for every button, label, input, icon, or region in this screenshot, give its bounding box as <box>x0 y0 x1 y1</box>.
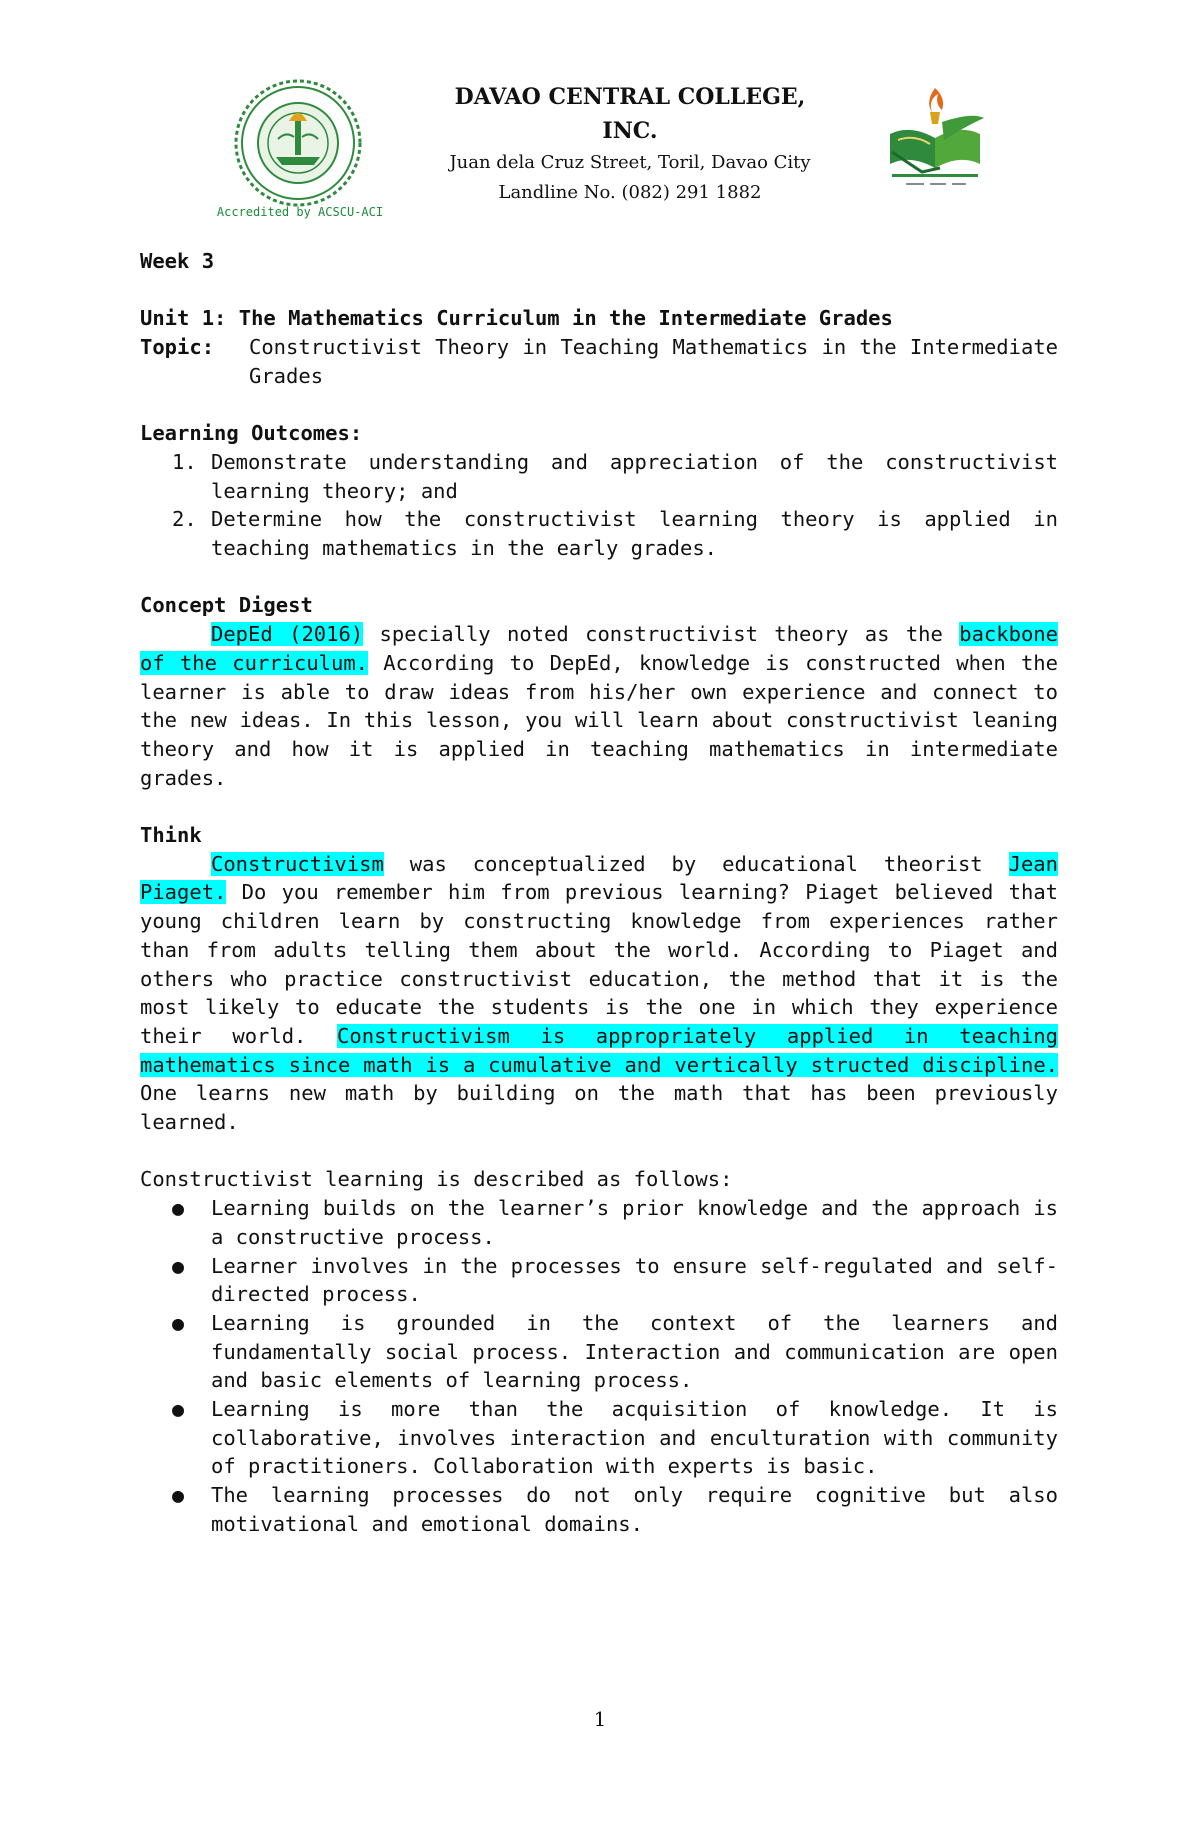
list-item <box>140 505 1058 562</box>
list-marker: 2. <box>172 507 197 532</box>
think-heading: Think <box>140 823 202 847</box>
list-item <box>140 1194 1058 1251</box>
bullet-icon: ● <box>172 1310 185 1335</box>
highlight-backbone: backbone of the curriculum. <box>140 622 1058 675</box>
topic-row <box>140 333 1058 390</box>
highlight-math-discipline: Constructivism is appropriately applied in teaching mathematics since math is a cumulative and vertically structed discipline. <box>140 1023 1058 1077</box>
page-number: 1 <box>593 1707 607 1731</box>
list-item <box>140 448 1058 505</box>
list-item <box>140 1252 1058 1309</box>
learning-outcomes-heading: Learning Outcomes: <box>140 421 363 446</box>
college-address: Juan dela Cruz Street, Toril, Davao City <box>449 152 811 173</box>
bullet-icon: ● <box>172 1397 185 1422</box>
list-item-text: Learning is more than the acquisition of knowledge. It is collaborative, involves interaction and enculturation with community of practitioners. Collaboration with experts is basic. <box>211 1397 1058 1479</box>
text-span: One learns new math by building on the math that has been previously learned. <box>140 1081 1058 1135</box>
college-name-line1: DAVAO CENTRAL COLLEGE, <box>454 84 806 110</box>
list-item <box>140 1481 1058 1538</box>
list-item-text: Determine how the constructivist learning theory is applied in teaching mathematics in the early grades. <box>211 507 1058 560</box>
bullet-icon: ● <box>172 1483 185 1508</box>
list-item <box>140 1395 1058 1481</box>
bullet-icon: ● <box>172 1196 185 1221</box>
constructivist-learning-intro: Constructivist learning is described as follows: <box>140 1167 733 1192</box>
text-span: specially noted constructivist theory as the <box>363 622 960 647</box>
list-item-text: Learning builds on the learner’s prior knowledge and the approach is a constructive process. <box>211 1196 1058 1249</box>
topic-text: Constructivist Theory in Teaching Mathematics in the Intermediate Grades <box>249 335 1058 388</box>
highlight-constructivism: Constructivism <box>211 851 384 876</box>
college-header <box>390 80 870 208</box>
think-paragraph <box>140 850 1058 1137</box>
list-item <box>140 1309 1058 1395</box>
concept-digest-paragraph <box>140 620 1058 792</box>
list-item-text: Learning is grounded in the context of the learners and fundamentally social process. Interaction and communication are open and basic elements of learning process. <box>211 1310 1058 1393</box>
college-seal-logo <box>218 75 378 215</box>
topic-label: Topic: <box>140 335 215 360</box>
college-name-line2: INC. <box>602 118 658 144</box>
unit-title: Unit 1: The Mathematics Curriculum in the Intermediate Grades <box>140 306 893 331</box>
text-span: According to DepEd, knowledge is constructed when the learner is able to draw ideas from his/her own experience and connect to the new ideas. In this lesson, you will learn about constructivist leaning theory and how it is applied in teaching mathematics in intermediate grades. <box>140 650 1058 790</box>
list-marker: 1. <box>172 449 197 474</box>
highlight-deped: DepEd (2016) <box>211 622 364 647</box>
cela-logo <box>880 82 990 202</box>
week-label: Week 3 <box>140 249 215 273</box>
list-item-text: Demonstrate understanding and appreciation of the constructivist learning theory; and <box>211 449 1058 503</box>
document-body <box>140 247 1058 1539</box>
constructivist-learning-list <box>140 1194 1058 1538</box>
text-span: was conceptualized by educational theorist <box>383 851 1009 876</box>
list-item-text: Learner involves in the processes to ensure self-regulated and self-directed process. <box>211 1253 1058 1307</box>
concept-digest-heading: Concept Digest <box>140 593 313 618</box>
accreditation-note: Accredited by ACSCU-ACI <box>216 205 384 219</box>
highlight-piaget: Jean Piaget. <box>140 851 1058 905</box>
list-item-text: The learning processes do not only require cognitive but also motivational and emotional domains. <box>211 1483 1058 1536</box>
bullet-icon: ● <box>172 1253 185 1278</box>
college-landline: Landline No. (082) 291 1882 <box>498 182 762 203</box>
learning-outcomes-list <box>140 448 1058 563</box>
text-span: Do you remember him from previous learning? Piaget believed that young children learn by constructing knowledge from experiences rather than from adults telling them about the world. According to Piaget and others who practice constructivist education, the method that it is the most likely to educate the students is the one in which they experience their world. <box>140 880 1058 1048</box>
